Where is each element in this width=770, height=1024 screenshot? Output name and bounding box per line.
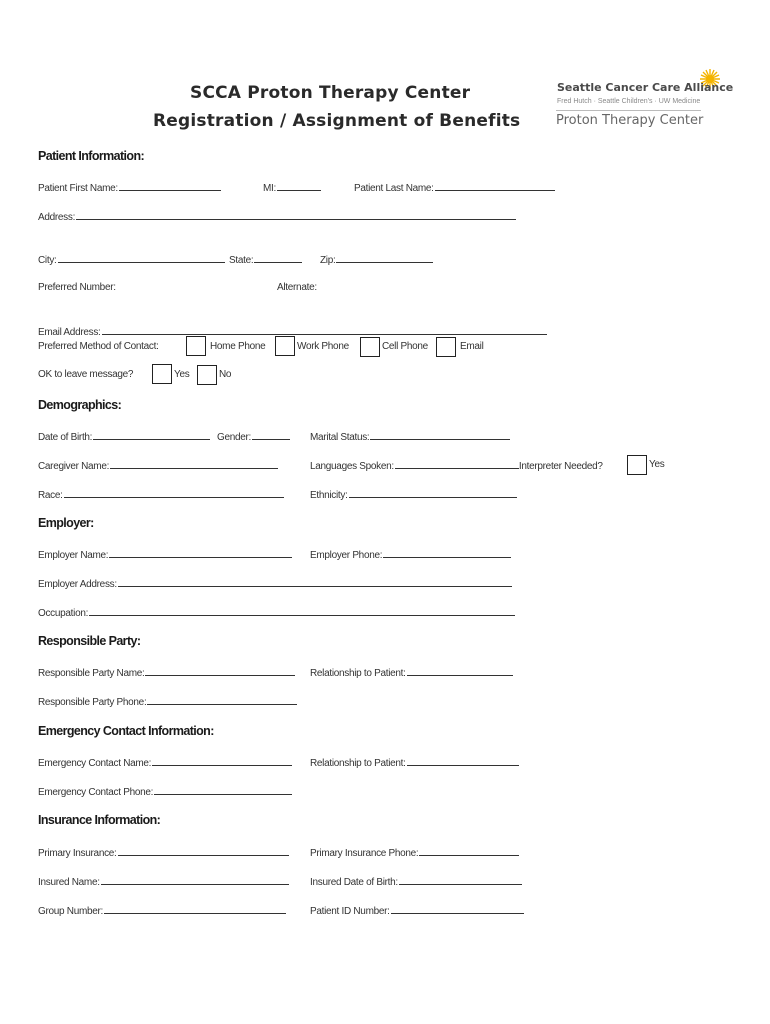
cell-phone-label: Cell Phone [382,341,428,352]
emergency-relationship-field[interactable] [310,756,519,769]
occupation-label: Occupation: [38,608,89,619]
alternate-label: Alternate: [277,282,317,293]
emergency-phone-field[interactable] [38,785,292,798]
address-field[interactable] [38,210,516,223]
employer-name-field[interactable] [38,548,292,561]
group-number-field[interactable] [38,904,286,917]
patient-id-label: Patient ID Number: [310,906,390,917]
responsible-relationship-label: Relationship to Patient: [310,668,406,679]
marital-status-field[interactable] [310,430,510,443]
employer-name-label: Employer Name: [38,550,109,561]
ok-leave-message-label: OK to leave message? [38,369,134,380]
primary-insurance-field[interactable] [38,846,289,859]
first-name-field[interactable] [38,181,221,194]
work-phone-label: Work Phone [297,341,349,352]
last-name-label: Patient Last Name: [354,183,434,194]
caregiver-label: Caregiver Name: [38,461,110,472]
dob-label: Date of Birth: [38,432,93,443]
last-name-field[interactable] [354,181,555,194]
zip-label: Zip: [320,255,336,266]
responsible-relationship-field[interactable] [310,666,513,679]
race-field[interactable] [38,488,284,501]
mi-label: MI: [263,183,276,194]
city-field[interactable] [38,253,225,266]
insured-name-field[interactable] [38,875,289,888]
interpreter-label: Interpreter Needed? [518,461,603,472]
patient-id-field[interactable] [310,904,524,917]
section-insurance: Insurance Information: [38,813,161,827]
interpreter-yes-checkbox[interactable] [627,455,647,475]
logo-partners: Fred Hutch · Seattle Children's · UW Medicine [557,98,701,105]
address-label: Address: [38,212,76,223]
race-label: Race: [38,490,63,501]
gender-field[interactable] [217,430,290,443]
languages-label: Languages Spoken: [310,461,394,472]
responsible-name-field[interactable] [38,666,295,679]
section-patient-information: Patient Information: [38,149,145,163]
zip-field[interactable] [320,253,433,266]
occupation-field[interactable] [38,606,515,619]
insured-name-label: Insured Name: [38,877,100,888]
work-phone-checkbox[interactable] [275,336,295,356]
employer-address-label: Employer Address: [38,579,117,590]
primary-insurance-label: Primary Insurance: [38,848,117,859]
logo-name: Seattle Cancer Care Alliance [557,81,734,94]
message-yes-label: Yes [174,369,190,380]
emergency-phone-label: Emergency Contact Phone: [38,787,154,798]
group-number-label: Group Number: [38,906,104,917]
preferred-method-label: Preferred Method of Contact: [38,341,159,352]
responsible-phone-label: Responsible Party Phone: [38,697,147,708]
message-no-checkbox[interactable] [197,365,217,385]
primary-insurance-phone-label: Primary Insurance Phone: [310,848,419,859]
message-no-label: No [219,369,232,380]
caregiver-field[interactable] [38,459,278,472]
logo-divider [556,110,701,111]
employer-phone-field[interactable] [310,548,511,561]
interpreter-yes-label: Yes [649,459,665,470]
dob-field[interactable] [38,430,210,443]
email-checkbox[interactable] [436,337,456,357]
section-employer: Employer: [38,516,94,530]
home-phone-checkbox[interactable] [186,336,206,356]
cell-phone-checkbox[interactable] [360,337,380,357]
mi-field[interactable] [263,181,321,194]
employer-phone-label: Employer Phone: [310,550,383,561]
ethnicity-field[interactable] [310,488,517,501]
home-phone-label: Home Phone [210,341,266,352]
email-address-label: Email Address: [38,327,101,338]
responsible-phone-field[interactable] [38,695,297,708]
state-label: State: [229,255,254,266]
section-demographics: Demographics: [38,398,122,412]
emergency-name-label: Emergency Contact Name: [38,758,152,769]
responsible-name-label: Responsible Party Name: [38,668,145,679]
marital-status-label: Marital Status: [310,432,370,443]
message-yes-checkbox[interactable] [152,364,172,384]
logo-center: Proton Therapy Center [556,113,704,128]
city-label: City: [38,255,57,266]
form-title: SCCA Proton Therapy Center [190,83,471,103]
insured-dob-field[interactable] [310,875,522,888]
form-subtitle: Registration / Assignment of Benefits [153,111,521,131]
emergency-relationship-label: Relationship to Patient: [310,758,406,769]
primary-insurance-phone-field[interactable] [310,846,519,859]
email-label: Email [460,341,484,352]
preferred-number-label: Preferred Number: [38,282,116,293]
ethnicity-label: Ethnicity: [310,490,348,501]
section-responsible-party: Responsible Party: [38,634,141,648]
employer-address-field[interactable] [38,577,512,590]
first-name-label: Patient First Name: [38,183,118,194]
insured-dob-label: Insured Date of Birth: [310,877,398,888]
gender-label: Gender: [217,432,252,443]
emergency-name-field[interactable] [38,756,292,769]
languages-field[interactable] [310,459,603,472]
state-field[interactable] [229,253,302,266]
section-emergency-contact: Emergency Contact Information: [38,724,214,738]
